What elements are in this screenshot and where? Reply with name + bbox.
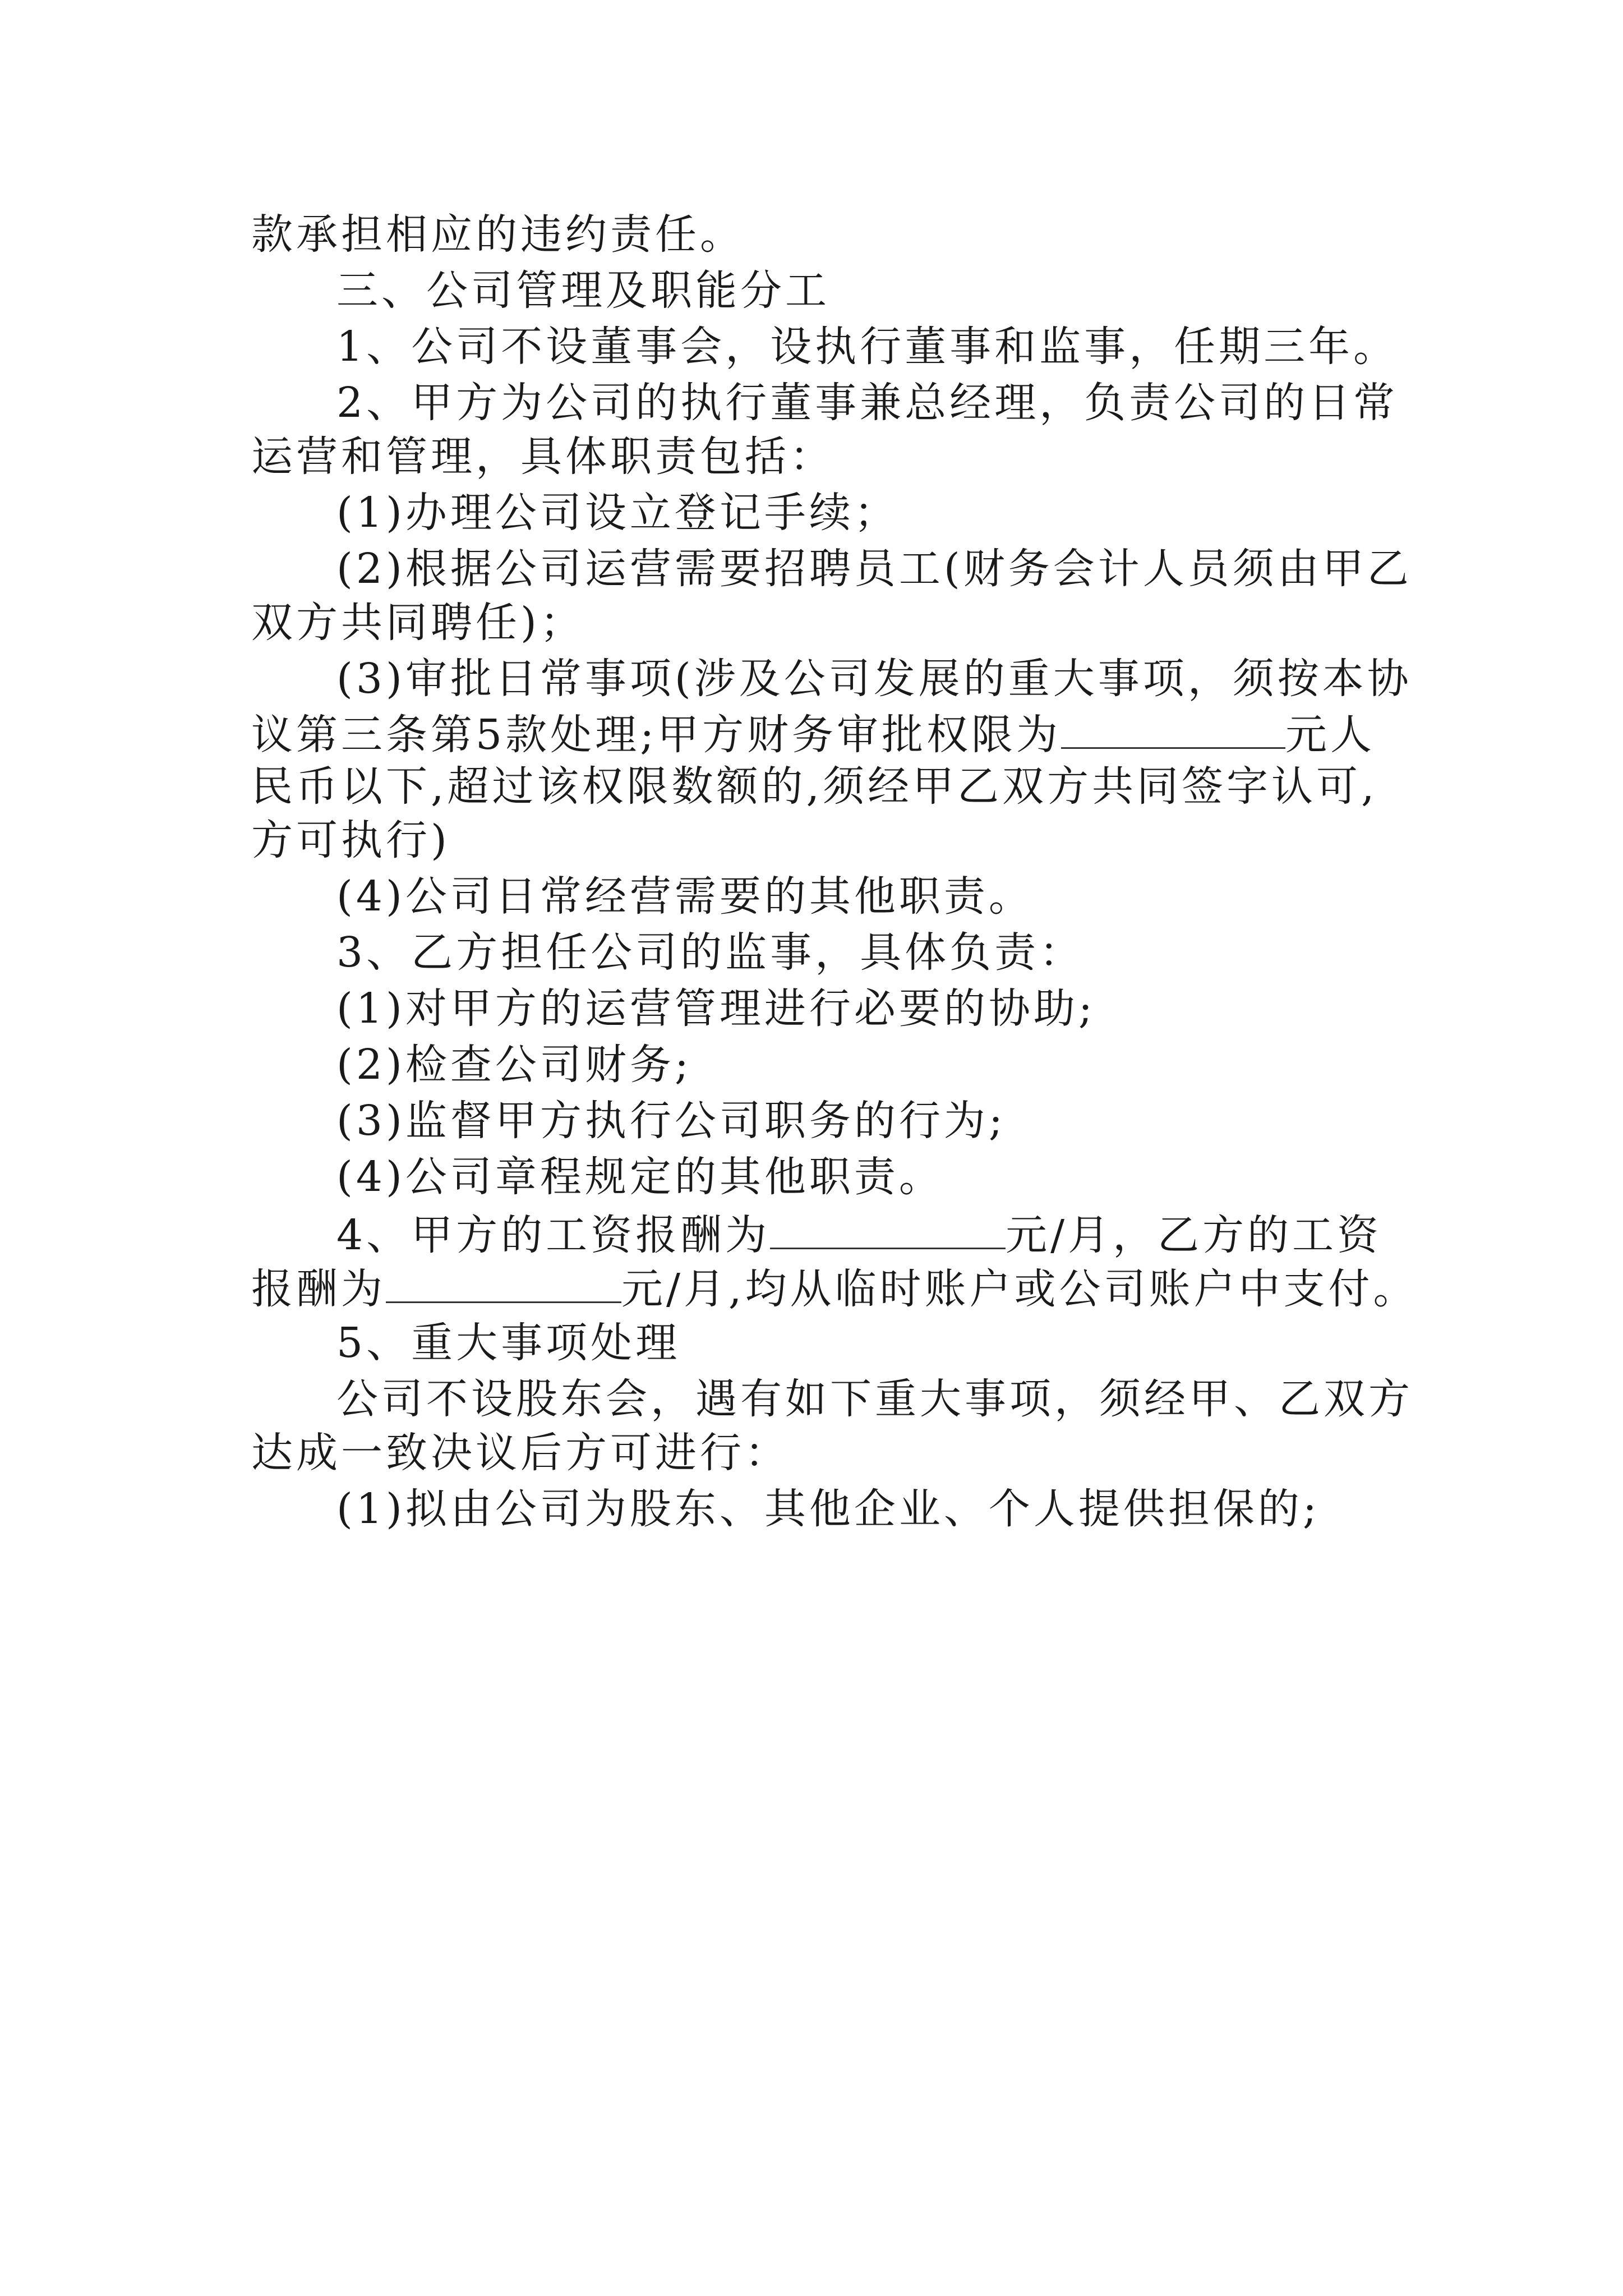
list-item-text: 双方共同聘任)； [251, 599, 585, 647]
approval-limit-blank[interactable] [1061, 706, 1285, 749]
text-line [251, 760, 1378, 813]
text-line [251, 320, 1399, 374]
text-line [251, 1316, 1373, 1370]
text-line [251, 486, 1373, 540]
clause-text: 运营和管理，具体职责包括： [251, 432, 834, 481]
list-item-text: 议第三条第5款处理;甲方财务审批权限为 [251, 711, 1062, 759]
party-a-salary-blank[interactable] [770, 1206, 1006, 1249]
text-line [251, 542, 1412, 596]
text-line [251, 1482, 1373, 1536]
text-line [251, 264, 1373, 318]
list-item-text: (1)办理公司设立登记手续； [336, 489, 899, 537]
paragraph-text: 款承担相应的违约责任。 [251, 210, 745, 259]
text-line [251, 1038, 1373, 1092]
list-item-text: (3)审批日常事项(涉及公司发展的重大事项，须按本协 [336, 655, 1412, 703]
text-line [251, 813, 1373, 867]
clause-text: 1、公司不设董事会，设执行董事和监事，任期三年。 [336, 323, 1399, 371]
document-body [251, 208, 1418, 1536]
clause-text: 4、甲方的工资报酬为 [336, 1211, 771, 1259]
text-line [251, 1150, 1373, 1204]
text-line [251, 652, 1412, 706]
list-item-text: (2)检查公司财务; [336, 1041, 692, 1089]
clause-heading: 5、重大事项处理 [336, 1319, 681, 1367]
text-line [251, 1260, 1418, 1314]
text-line [251, 926, 1373, 979]
text-line [251, 1372, 1413, 1426]
text-line [251, 430, 1373, 484]
text-line [251, 376, 1399, 430]
clause-text: 3、乙方担任公司的监事，具体负责： [336, 928, 1085, 977]
clause-text: 元/月，乙方的工资 [1006, 1211, 1382, 1259]
clause-text: 达成一致决议后方可进行： [251, 1429, 790, 1477]
text-line [251, 208, 1373, 261]
clause-text: 元/月,均从临时账户或公司账户中支付。 [621, 1265, 1418, 1313]
text-line [251, 706, 1376, 760]
list-item-text: (3)监督甲方执行公司职务的行为; [336, 1097, 1006, 1145]
clause-text: 报酬为 [251, 1265, 386, 1313]
clause-text: 公司不设股东会，遇有如下重大事项，须经甲、乙双方 [336, 1375, 1413, 1423]
list-item-text: (2)根据公司运营需要招聘员工(财务会计人员须由甲乙 [336, 545, 1412, 593]
text-line [251, 1426, 1373, 1480]
list-item-text: 民币以下,超过该权限数额的,须经甲乙双方共同签字认可, [251, 762, 1378, 811]
text-line [251, 1206, 1382, 1260]
text-line [251, 596, 1373, 650]
list-item-text: 元人 [1285, 711, 1376, 759]
list-item-text: (1)对甲方的运营管理进行必要的协助; [336, 984, 1096, 1033]
list-item-text: 方可执行) [251, 816, 450, 864]
clause-text: 2、甲方为公司的执行董事兼总经理，负责公司的日常 [336, 379, 1399, 427]
party-b-salary-blank[interactable] [386, 1260, 621, 1303]
text-line [251, 869, 1373, 923]
text-line [251, 1094, 1373, 1148]
text-line [251, 982, 1373, 1036]
list-item-text: (4)公司章程规定的其他职责。 [336, 1153, 944, 1201]
section-heading: 三、公司管理及职能分工 [336, 266, 830, 315]
list-item-text: (1)拟由公司为股东、其他企业、个人提供担保的; [336, 1485, 1320, 1533]
list-item-text: (4)公司日常经营需要的其他职责。 [336, 872, 1034, 921]
